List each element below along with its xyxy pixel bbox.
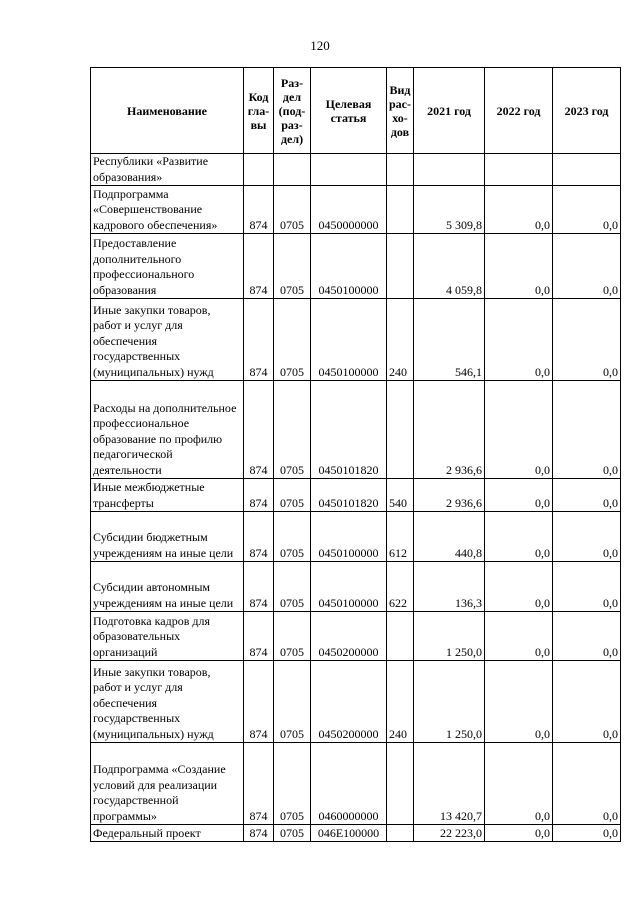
row-section: 0705 bbox=[274, 479, 311, 512]
row-article: 0450100000 bbox=[311, 562, 387, 612]
row-2023: 0,0 bbox=[553, 612, 621, 661]
row-expense: 622 bbox=[387, 562, 414, 612]
row-article: 0450000000 bbox=[311, 186, 387, 234]
row-2021: 13 420,7 bbox=[414, 743, 485, 825]
table-header-row bbox=[91, 68, 621, 154]
header-name: Наименование bbox=[91, 68, 244, 154]
row-section: 0705 bbox=[274, 661, 311, 743]
row-expense bbox=[387, 612, 414, 661]
header-expense-type bbox=[387, 68, 414, 154]
header-section-line: дел) bbox=[280, 131, 304, 146]
table-row bbox=[91, 186, 621, 234]
row-chapter: 874 bbox=[244, 381, 274, 479]
header-chapter-code bbox=[244, 68, 274, 154]
row-section: 0705 bbox=[274, 612, 311, 661]
row-2023 bbox=[553, 154, 621, 186]
row-section: 0705 bbox=[274, 512, 311, 562]
table-row bbox=[91, 612, 621, 661]
row-2023: 0,0 bbox=[553, 743, 621, 825]
row-article: 0450100000 bbox=[311, 299, 387, 381]
header-section-line: дел bbox=[282, 89, 302, 104]
row-article: 0450101820 bbox=[311, 479, 387, 512]
row-chapter: 874 bbox=[244, 479, 274, 512]
row-name: Расходы на дополнительное профессиональное образование по профилю педагогической деятельности bbox=[91, 381, 244, 479]
row-article: 0450100000 bbox=[311, 512, 387, 562]
row-2021: 1 250,0 bbox=[414, 612, 485, 661]
row-chapter: 874 bbox=[244, 299, 274, 381]
table-row bbox=[91, 562, 621, 612]
row-name: Субсидии бюджетным учреждениям на иные цели bbox=[91, 512, 244, 562]
row-section: 0705 bbox=[274, 186, 311, 234]
header-section-line: раз- bbox=[281, 117, 303, 132]
table-row bbox=[91, 512, 621, 562]
row-article: 0450100000 bbox=[311, 234, 387, 299]
header-chapter-line: вы bbox=[250, 117, 267, 132]
row-chapter: 874 bbox=[244, 612, 274, 661]
header-chapter-line: Код bbox=[248, 89, 269, 104]
row-section: 0705 bbox=[274, 299, 311, 381]
row-name: Республики «Развитие образования» bbox=[91, 154, 244, 186]
row-2022: 0,0 bbox=[485, 512, 553, 562]
row-2021: 4 059,8 bbox=[414, 234, 485, 299]
row-expense: 240 bbox=[387, 299, 414, 381]
row-2023: 0,0 bbox=[553, 562, 621, 612]
budget-table bbox=[90, 67, 621, 842]
row-2022: 0,0 bbox=[485, 562, 553, 612]
header-section-line: Раз- bbox=[280, 75, 304, 90]
row-2023: 0,0 bbox=[553, 825, 621, 842]
row-2022: 0,0 bbox=[485, 825, 553, 842]
row-expense bbox=[387, 743, 414, 825]
row-2023: 0,0 bbox=[553, 512, 621, 562]
row-chapter: 874 bbox=[244, 825, 274, 842]
row-2022: 0,0 bbox=[485, 612, 553, 661]
row-2022: 0,0 bbox=[485, 743, 553, 825]
row-2022: 0,0 bbox=[485, 234, 553, 299]
row-name: Федеральный проект bbox=[91, 825, 244, 842]
header-expense-line: рас- bbox=[389, 96, 411, 111]
row-chapter: 874 bbox=[244, 234, 274, 299]
row-2023: 0,0 bbox=[553, 234, 621, 299]
header-year-2021: 2021 год bbox=[414, 68, 485, 154]
row-chapter: 874 bbox=[244, 661, 274, 743]
row-article bbox=[311, 154, 387, 186]
row-section: 0705 bbox=[274, 825, 311, 842]
header-section bbox=[274, 68, 311, 154]
row-expense: 612 bbox=[387, 512, 414, 562]
header-expense-line: дов bbox=[390, 124, 410, 139]
header-year-2022: 2022 год bbox=[485, 68, 553, 154]
row-article: 0460000000 bbox=[311, 743, 387, 825]
row-section: 0705 bbox=[274, 562, 311, 612]
row-chapter: 874 bbox=[244, 743, 274, 825]
row-section bbox=[274, 154, 311, 186]
row-2022: 0,0 bbox=[485, 299, 553, 381]
table-row bbox=[91, 299, 621, 381]
table-row bbox=[91, 661, 621, 743]
row-chapter: 874 bbox=[244, 186, 274, 234]
row-2021: 2 936,6 bbox=[414, 479, 485, 512]
row-expense bbox=[387, 825, 414, 842]
row-name: Подпрограмма «Совершенствование кадрового обеспечения» bbox=[91, 186, 244, 234]
row-2021: 5 309,8 bbox=[414, 186, 485, 234]
row-section: 0705 bbox=[274, 743, 311, 825]
row-2022: 0,0 bbox=[485, 479, 553, 512]
row-article: 0450200000 bbox=[311, 612, 387, 661]
row-expense bbox=[387, 381, 414, 479]
row-article: 0450200000 bbox=[311, 661, 387, 743]
row-expense bbox=[387, 234, 414, 299]
header-expense-line: Вид bbox=[389, 82, 411, 97]
row-chapter: 874 bbox=[244, 512, 274, 562]
row-2021 bbox=[414, 154, 485, 186]
row-2021: 1 250,0 bbox=[414, 661, 485, 743]
row-2023: 0,0 bbox=[553, 186, 621, 234]
row-chapter bbox=[244, 154, 274, 186]
row-2023: 0,0 bbox=[553, 479, 621, 512]
row-name: Субсидии автономным учреждениям на иные цели bbox=[91, 562, 244, 612]
row-name: Подготовка кадров для образовательных организаций bbox=[91, 612, 244, 661]
row-name: Иные закупки товаров, работ и услуг для обеспечения государственных (муниципальных) нужд bbox=[91, 661, 244, 743]
header-article-line: статья bbox=[330, 110, 367, 125]
row-2021: 546,1 bbox=[414, 299, 485, 381]
table-row bbox=[91, 825, 621, 842]
row-2023: 0,0 bbox=[553, 381, 621, 479]
row-2022 bbox=[485, 154, 553, 186]
row-chapter: 874 bbox=[244, 562, 274, 612]
row-name: Иные межбюджетные трансферты bbox=[91, 479, 244, 512]
table-row bbox=[91, 381, 621, 479]
table-row bbox=[91, 154, 621, 186]
row-2021: 2 936,6 bbox=[414, 381, 485, 479]
row-expense bbox=[387, 154, 414, 186]
row-2022: 0,0 bbox=[485, 661, 553, 743]
header-target-article bbox=[311, 68, 387, 154]
row-2022: 0,0 bbox=[485, 186, 553, 234]
header-year-2023: 2023 год bbox=[553, 68, 621, 154]
row-expense bbox=[387, 186, 414, 234]
header-expense-line: хо- bbox=[392, 110, 408, 125]
header-chapter-line: гла- bbox=[247, 103, 270, 118]
table-row bbox=[91, 743, 621, 825]
row-section: 0705 bbox=[274, 234, 311, 299]
row-2023: 0,0 bbox=[553, 661, 621, 743]
row-2022: 0,0 bbox=[485, 381, 553, 479]
row-name: Предоставление дополнительного профессионального образования bbox=[91, 234, 244, 299]
header-article-line: Целевая bbox=[325, 96, 372, 111]
header-section-line: (под- bbox=[278, 103, 306, 118]
row-section: 0705 bbox=[274, 381, 311, 479]
row-article: 0450101820 bbox=[311, 381, 387, 479]
table-row bbox=[91, 234, 621, 299]
row-name: Иные закупки товаров, работ и услуг для обеспечения государственных (муниципальных) нужд bbox=[91, 299, 244, 381]
row-2021: 136,3 bbox=[414, 562, 485, 612]
table-row bbox=[91, 479, 621, 512]
row-article: 046E100000 bbox=[311, 825, 387, 842]
row-expense: 540 bbox=[387, 479, 414, 512]
row-2021: 22 223,0 bbox=[414, 825, 485, 842]
row-2021: 440,8 bbox=[414, 512, 485, 562]
row-name: Подпрограмма «Создание условий для реализации государственной программы» bbox=[91, 743, 244, 825]
page-number: 120 bbox=[310, 38, 330, 53]
row-2023: 0,0 bbox=[553, 299, 621, 381]
row-expense: 240 bbox=[387, 661, 414, 743]
